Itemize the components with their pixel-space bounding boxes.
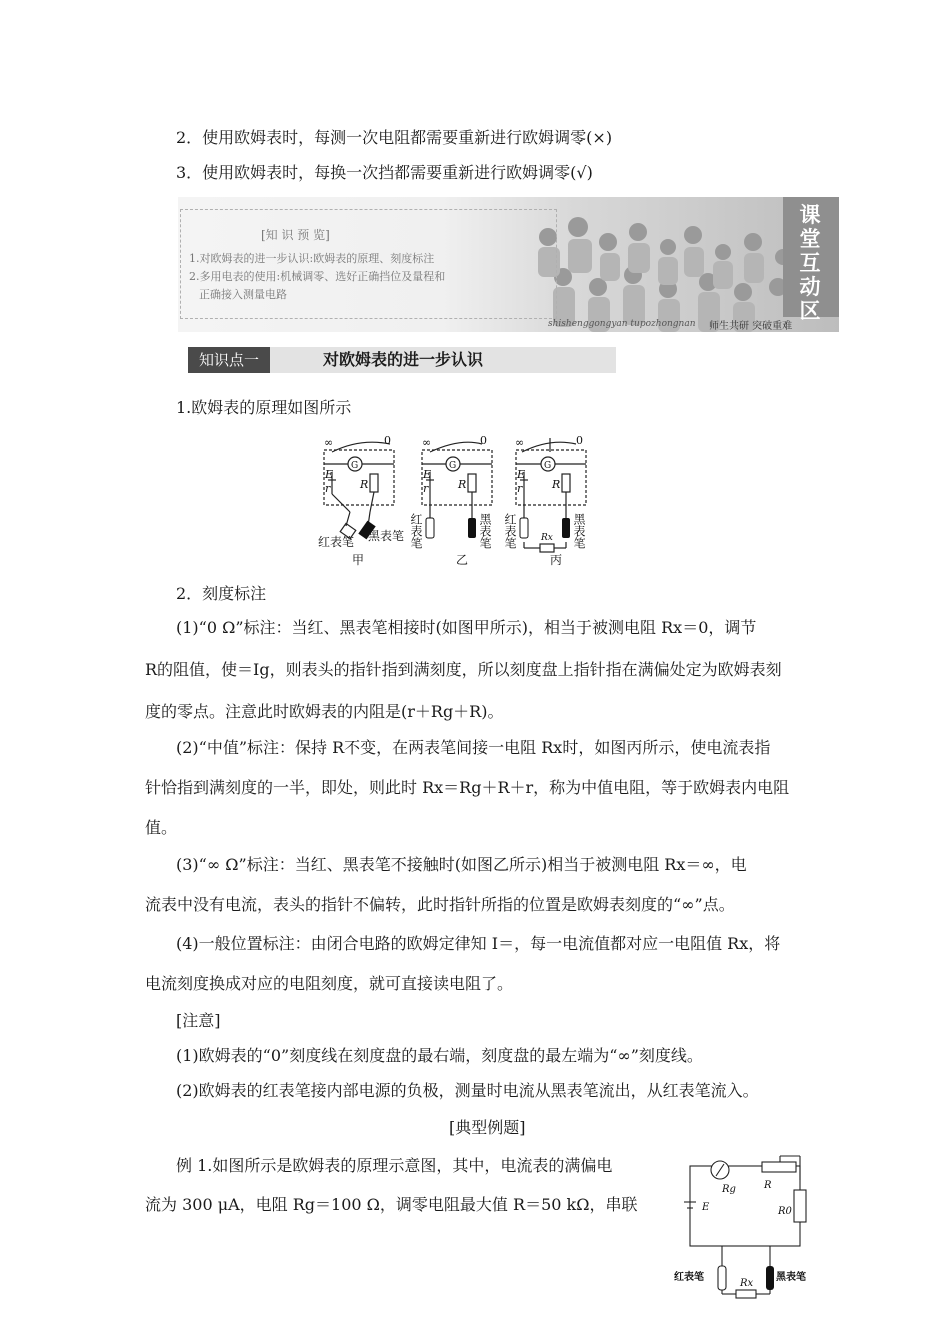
ohmmeter-principle-figure xyxy=(310,430,620,570)
R0-label: R0 xyxy=(778,1206,792,1217)
black-probe-label-jia: 黑表笔 xyxy=(368,529,405,543)
black-probe-label-yi: 黑表笔 xyxy=(478,513,492,549)
red-probe-label-jia: 红表笔 xyxy=(318,535,355,549)
R-label-yi: R xyxy=(458,478,467,491)
example-line-2: 流为 300 μA，电阻 Rg＝100 Ω，调零电阻最大值 R＝50 kΩ，串联 xyxy=(145,1195,638,1214)
R-label-bing: R xyxy=(552,478,561,491)
example-line-1: 例 1.如图所示是欧姆表的原理示意图，其中，电流表的满偏电 xyxy=(176,1156,613,1175)
E-label: E xyxy=(702,1202,710,1213)
galvanometer-label-yi: G xyxy=(449,461,457,471)
para-2-line-3: 值。 xyxy=(145,818,178,837)
banner-title: 课堂互动区 xyxy=(799,203,821,323)
Rx-label: Rx xyxy=(740,1278,754,1289)
r-label-jia: r xyxy=(325,482,331,495)
section-title: 对欧姆表的进一步认识 xyxy=(323,350,484,369)
inf-label-yi: ∞ xyxy=(422,436,432,449)
para-1-line-1: (1)“0 Ω”标注：当红、黑表笔相接时(如图甲所示)，相当于被测电阻 Rx＝0，调节 xyxy=(176,618,757,637)
red-probe-label: 红表笔 xyxy=(674,1272,704,1283)
caption-yi: 乙 xyxy=(456,553,469,567)
para-4-line-2: 电流刻度换成对应的电阻刻度，就可直接读电阻了。 xyxy=(145,974,514,993)
para-1-line-2: R的阻值，使＝Ig，则表头的指针指到满刻度，所以刻度盘上指针指在满偏处定为欧姆表刻 xyxy=(145,660,782,679)
banner-motto: 师生共研 突破重难 xyxy=(709,321,793,332)
example-heading: [典型例题] xyxy=(449,1118,526,1137)
banner-pinyin: shishenggongyan tupozhongnan xyxy=(548,319,696,329)
E-label-jia: E xyxy=(325,468,334,481)
para-2-line-1: (2)“中值”标注：保持 R不变，在两表笔间接一电阻 Rx时，如图丙所示，使电流表指 xyxy=(176,738,771,757)
classroom-banner xyxy=(178,197,839,332)
zero-label-jia: 0 xyxy=(384,434,391,447)
question-2: 2．使用欧姆表时，每测一次电阻都需要重新进行欧姆调零(×) xyxy=(176,128,613,147)
galvanometer-label-bing: G xyxy=(544,461,552,471)
E-label-yi: E xyxy=(423,468,432,481)
r-label-bing: r xyxy=(517,482,523,495)
para-3-line-1: (3)“∞ Ω”标注：当红、黑表笔不接触时(如图乙所示)相当于被测电阻 Rx＝∞，电 xyxy=(176,855,747,874)
preview-box xyxy=(180,209,557,319)
para-3-line-2: 流表中没有电流，表头的指针不偏转，此时指针所指的位置是欧姆表刻度的“∞”点。 xyxy=(145,895,735,914)
para-1-line-3: 度的零点。注意此时欧姆表的内阻是(r＋Rg＋R)。 xyxy=(145,702,504,721)
example-circuit-figure xyxy=(672,1150,822,1300)
note-1: (1)欧姆表的“0”刻度线在刻度盘的最右端，刻度盘的最左端为“∞”刻度线。 xyxy=(176,1046,703,1065)
para-2-line-2: 针恰指到满刻度的一半，即处，则此时 Rx＝Rg＋R＋r，称为中值电阻，等于欧姆表内电阻 xyxy=(145,778,790,797)
caption-jia: 甲 xyxy=(352,553,365,567)
R-label: R xyxy=(764,1180,772,1191)
preview-title: [知 识 预 览] xyxy=(261,228,330,242)
red-probe-label-bing: 红表笔 xyxy=(503,513,517,549)
R-label-jia: R xyxy=(360,478,369,491)
red-probe-label-yi: 红表笔 xyxy=(409,513,423,549)
preview-line-2: 2.多用电表的使用:机械调零、选好正确挡位及量程和 xyxy=(189,270,446,283)
point-2: 2．刻度标注 xyxy=(176,584,267,603)
galvanometer-label-jia: G xyxy=(351,461,359,471)
preview-line-3: 正确接入测量电路 xyxy=(199,288,287,301)
zero-label-bing: 0 xyxy=(576,434,583,447)
section-tag: 知识点一 xyxy=(188,347,270,373)
para-4-line-1: (4)一般位置标注：由闭合电路的欧姆定律知 I＝，每一电流值都对应一电阻值 Rx，将 xyxy=(176,934,781,953)
note-title: [注意] xyxy=(176,1011,221,1030)
black-probe-label: 黑表笔 xyxy=(776,1272,806,1283)
point-1: 1.欧姆表的原理如图所示 xyxy=(176,398,352,417)
zero-label-yi: 0 xyxy=(480,434,487,447)
Rg-label: Rg xyxy=(722,1184,736,1195)
note-2: (2)欧姆表的红表笔接内部电源的负极，测量时电流从黑表笔流出，从红表笔流入。 xyxy=(176,1081,759,1100)
preview-line-1: 1.对欧姆表的进一步认识:欧姆表的原理、刻度标注 xyxy=(189,252,435,265)
E-label-bing: E xyxy=(517,468,526,481)
inf-label-jia: ∞ xyxy=(324,436,334,449)
black-probe-label-bing: 黑表笔 xyxy=(572,513,586,549)
caption-bing: 丙 xyxy=(550,553,563,567)
section-header xyxy=(188,347,616,373)
Rx-label: Rx xyxy=(541,533,553,543)
r-label-yi: r xyxy=(423,482,429,495)
question-3: 3．使用欧姆表时，每换一次挡都需要重新进行欧姆调零(√) xyxy=(176,163,593,182)
inf-label-bing: ∞ xyxy=(515,436,525,449)
